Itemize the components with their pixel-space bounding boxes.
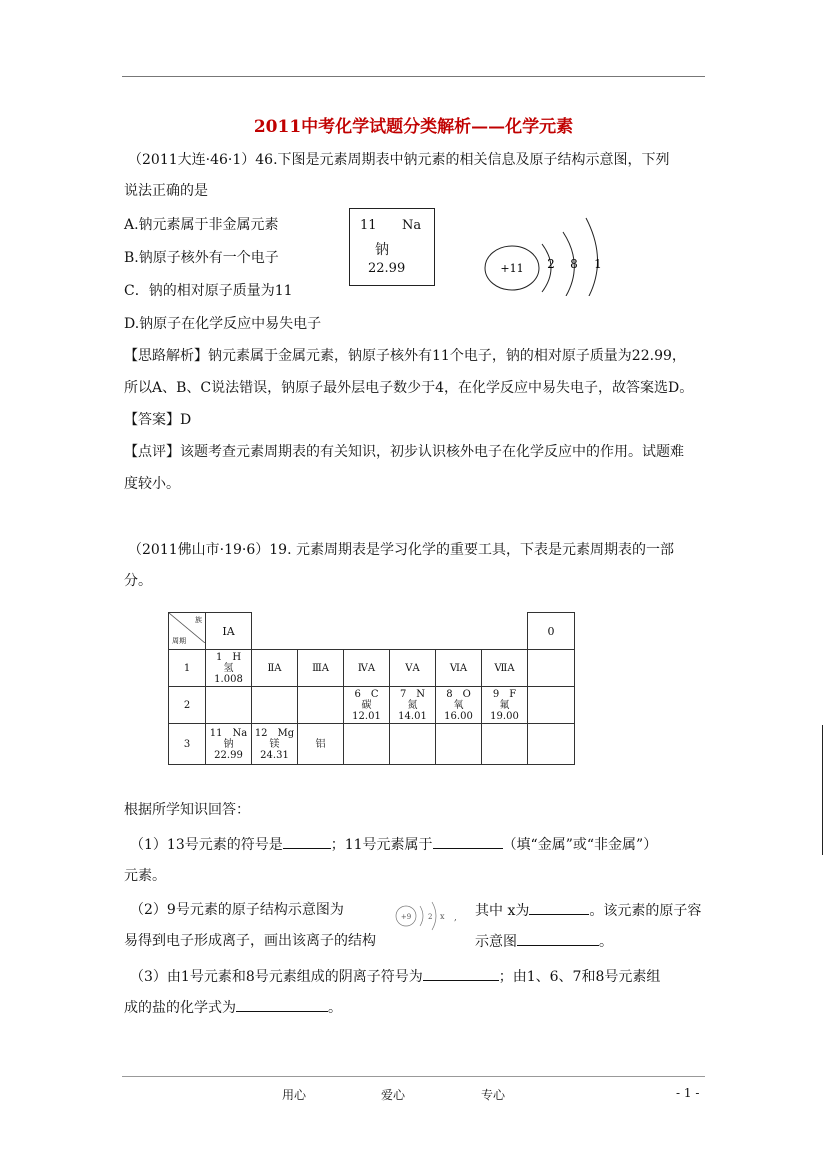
- empty-cell: [528, 650, 575, 687]
- group-header-VIIA: ⅦA: [482, 650, 528, 687]
- q1-option-d: D.钠原子在化学反应中易失电子: [124, 316, 322, 332]
- table-corner-cell: [169, 613, 206, 650]
- q2-part3-text-c: 成的盐的化学式为: [124, 1000, 236, 1016]
- shell-electrons-1: 2: [547, 257, 555, 271]
- element-F-num-sym: 9 F: [492, 688, 517, 700]
- empty-cell: [206, 687, 252, 724]
- shell-electrons-2: 8: [570, 257, 578, 271]
- group-header-0: 0: [528, 613, 575, 650]
- f-comma: ,: [454, 913, 457, 923]
- element-Na-mass: 22.99: [214, 749, 243, 761]
- q2-part2-line2-right: [475, 931, 613, 952]
- q1-option-c: C．钠的相对原子质量为11: [124, 283, 293, 299]
- answer-blank-5[interactable]: [423, 966, 499, 981]
- answer-blank-6[interactable]: [236, 997, 328, 1012]
- f-shell-1-count: 2: [428, 913, 433, 921]
- empty-cell: [528, 687, 575, 724]
- element-N-mass: 14.01: [398, 710, 427, 722]
- header-rule: [122, 76, 705, 77]
- q2-part2-text-b: 其中 x为: [475, 903, 530, 919]
- cell-name: 钠: [375, 242, 389, 258]
- margin-mark: [822, 725, 823, 855]
- f-shell-arc-1: [420, 906, 423, 926]
- corner-group-label: 族: [195, 616, 202, 624]
- element-H-num-sym: 1 H: [215, 651, 242, 663]
- group-header-IIA: ⅡA: [252, 650, 298, 687]
- q2-part3-line2: [124, 997, 342, 1018]
- empty-cell: [344, 724, 390, 765]
- fluorine-atom-diagram: [392, 896, 464, 940]
- page-title: 2011中考化学试题分类解析——化学元素: [253, 117, 574, 137]
- q2-part2-text-d: 易得到电子形成离子，画出该离子的结构: [124, 933, 376, 949]
- q2-part1-text-b: ；11号元素属于: [330, 837, 433, 853]
- cell-symbol: Na: [402, 218, 422, 233]
- q2-part1-line2: 元素。: [124, 868, 166, 884]
- group-header-VA: ⅤA: [390, 650, 436, 687]
- corner-period-label: 周期: [172, 637, 186, 645]
- nucleus-charge: +11: [500, 262, 524, 275]
- empty-cell: [482, 724, 528, 765]
- q2-intro-line2: 分。: [124, 573, 152, 589]
- element-cell-O: [436, 687, 482, 724]
- element-N-name: 氮: [407, 699, 418, 711]
- q1-option-a: A.钠元素属于非金属元素: [124, 217, 279, 233]
- empty-cell: [252, 687, 298, 724]
- element-Mg-mass: 24.31: [260, 749, 289, 761]
- element-cell-Mg: [252, 724, 298, 765]
- f-shell-2-count: x: [440, 912, 445, 921]
- q2-part2-text-e: 示意图: [475, 934, 517, 950]
- empty-cell: [390, 724, 436, 765]
- element-H-name: 氢: [223, 662, 234, 674]
- empty-cell: [298, 687, 344, 724]
- footer-item-3: 专心: [481, 1088, 506, 1102]
- sodium-element-cell: [349, 208, 435, 286]
- footer-rule: [122, 1076, 705, 1077]
- f-shell-arc-2: [432, 902, 436, 930]
- element-cell-F: [482, 687, 528, 724]
- element-F-name: 氟: [499, 699, 510, 711]
- q2-prompt: 根据所学知识回答：: [124, 802, 250, 818]
- q2-part3-text-d: 。: [328, 1000, 342, 1016]
- q1-comment-line1: 【点评】该题考查元素周期表的有关知识，初步认识核外电子在化学反应中的作用。试题难: [124, 444, 684, 460]
- element-C-name: 碳: [361, 699, 372, 711]
- element-C-mass: 12.01: [352, 710, 381, 722]
- q1-analysis-line2: 所以A、B、C说法错误，钠原子最外层电子数少于4，在化学反应中易失电子，故答案选D。: [124, 380, 694, 396]
- period-label-1: 1: [169, 650, 206, 687]
- element-Mg-name: 镁: [269, 738, 280, 750]
- q2-part3-text-b: ；由1、6、7和8号元素组: [498, 969, 661, 985]
- cell-number: 11: [360, 218, 377, 233]
- group-header-IVA: ⅣA: [344, 650, 390, 687]
- footer-item-1: 用心: [282, 1088, 307, 1102]
- q2-part2-line1-right: [475, 900, 701, 921]
- q2-part1-text-c: （填“金属”或“非金属”）: [502, 837, 658, 853]
- q2-part3-line1: [130, 966, 660, 987]
- element-N-num-sym: 7 N: [399, 688, 426, 700]
- period-label-2: 2: [169, 687, 206, 724]
- q1-option-b: B.钠原子核外有一个电子: [124, 250, 279, 266]
- q2-part3-text-a: （3）由1号元素和8号元素组成的阴离子符号为: [130, 969, 423, 985]
- shell-electrons-3: 1: [594, 257, 602, 271]
- element-O-name: 氧: [453, 699, 464, 711]
- group-header-IIIA: ⅢA: [298, 650, 344, 687]
- page-number: - 1 -: [676, 1086, 700, 1100]
- q2-part1-text-a: （1）13号元素的符号是: [130, 837, 283, 853]
- element-cell-H: [206, 650, 252, 687]
- group-header-IA: IA: [206, 613, 252, 650]
- period-label-3: 3: [169, 724, 206, 765]
- group-header-VIA: ⅥA: [436, 650, 482, 687]
- answer-blank-1[interactable]: [283, 834, 331, 849]
- q2-intro-line1: （2011佛山市·19·6）19. 元素周期表是学习化学的重要工具，下表是元素周期表的一部: [128, 542, 674, 558]
- q1-comment-line2: 度较小。: [124, 476, 180, 492]
- answer-blank-2[interactable]: [433, 834, 503, 849]
- element-cell-Al: 铝: [298, 724, 344, 765]
- periodic-table: [168, 612, 575, 765]
- q2-part2-text-a: （2）9号元素的原子结构示意图为: [130, 902, 344, 918]
- q1-answer: 【答案】D: [124, 412, 192, 428]
- cell-mass: 22.99: [368, 261, 406, 276]
- element-C-num-sym: 6 C: [354, 688, 379, 700]
- element-Na-num-sym: 11 Na: [209, 727, 248, 739]
- answer-blank-3[interactable]: [529, 900, 589, 915]
- q2-part2-text-c: 。该元素的原子容: [589, 903, 702, 919]
- element-H-mass: 1.008: [214, 673, 243, 685]
- sodium-atom-diagram: [480, 212, 610, 296]
- q1-intro-line2: 说法正确的是: [124, 183, 208, 199]
- element-Mg-num-sym: 12 Mg: [254, 727, 295, 739]
- element-O-num-sym: 8 O: [446, 688, 471, 700]
- empty-cell: [436, 724, 482, 765]
- footer-item-2: 爱心: [381, 1088, 406, 1102]
- element-F-mass: 19.00: [490, 710, 519, 722]
- q2-part1-line1: [130, 834, 657, 855]
- element-cell-C: [344, 687, 390, 724]
- element-O-mass: 16.00: [444, 710, 473, 722]
- q1-intro-line1: （2011大连·46·1）46.下图是元素周期表中钠元素的相关信息及原子结构示意图，下列: [128, 152, 670, 168]
- f-nucleus-charge: +9: [400, 913, 412, 921]
- element-cell-Na: [206, 724, 252, 765]
- q2-part2-text-f: 。: [599, 934, 613, 950]
- empty-cell: [528, 724, 575, 765]
- answer-blank-4[interactable]: [517, 931, 599, 946]
- q1-analysis-line1: 【思路解析】钠元素属于金属元素，钠原子核外有11个电子，钠的相对原子质量为22.99，: [124, 348, 686, 364]
- element-Na-name: 钠: [223, 738, 234, 750]
- element-cell-N: [390, 687, 436, 724]
